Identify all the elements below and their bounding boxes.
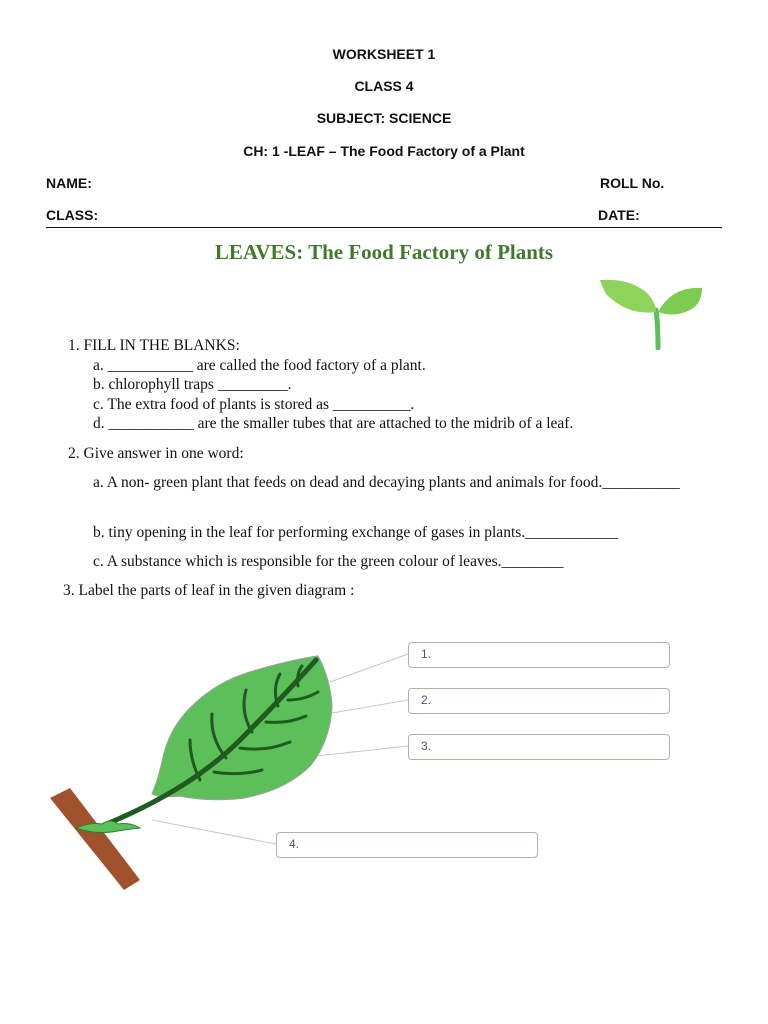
one-word-c: c. A substance which is responsible for the green colour of leaves.________ [93,553,564,570]
fill-blank-c: c. The extra food of plants is stored as __________. [93,396,415,413]
fill-blank-d: d. ___________ are the smaller tubes that are attached to the midrib of a leaf. [93,415,574,432]
label-box-3[interactable]: 3. [408,734,670,760]
section3-heading: 3. Label the parts of leaf in the given diagram : [63,582,355,599]
header-divider [46,227,722,228]
page-title: LEAVES: The Food Factory of Plants [214,240,554,264]
one-word-a: a. A non- green plant that feeds on dead and decaying plants and animals for food.__________ [93,474,680,491]
worksheet-title: WORKSHEET 1 [332,46,436,62]
roll-label: ROLL No. [600,175,665,191]
section1-heading: 1. FILL IN THE BLANKS: [68,337,240,354]
fill-blank-b: b. chlorophyll traps _________. [93,376,292,393]
label-box-2[interactable]: 2. [408,688,670,714]
section2-heading: 2. Give answer in one word: [68,445,244,462]
label-box-4[interactable]: 4. [276,832,538,858]
class-label: CLASS: [46,207,99,223]
name-label: NAME: [46,175,92,191]
one-word-b: b. tiny opening in the leaf for performing exchange of gases in plants.____________ [93,524,619,541]
chapter-heading: CH: 1 -LEAF – The Food Factory of a Plant [243,143,525,159]
class-heading: CLASS 4 [354,78,414,94]
label-box-1[interactable]: 1. [408,642,670,668]
subject-heading: SUBJECT: SCIENCE [316,110,452,126]
fill-blank-a: a. ___________ are called the food factory of a plant. [93,357,426,374]
sprout-icon [598,274,706,350]
date-label: DATE: [598,207,640,223]
leaf-icon [40,630,680,900]
